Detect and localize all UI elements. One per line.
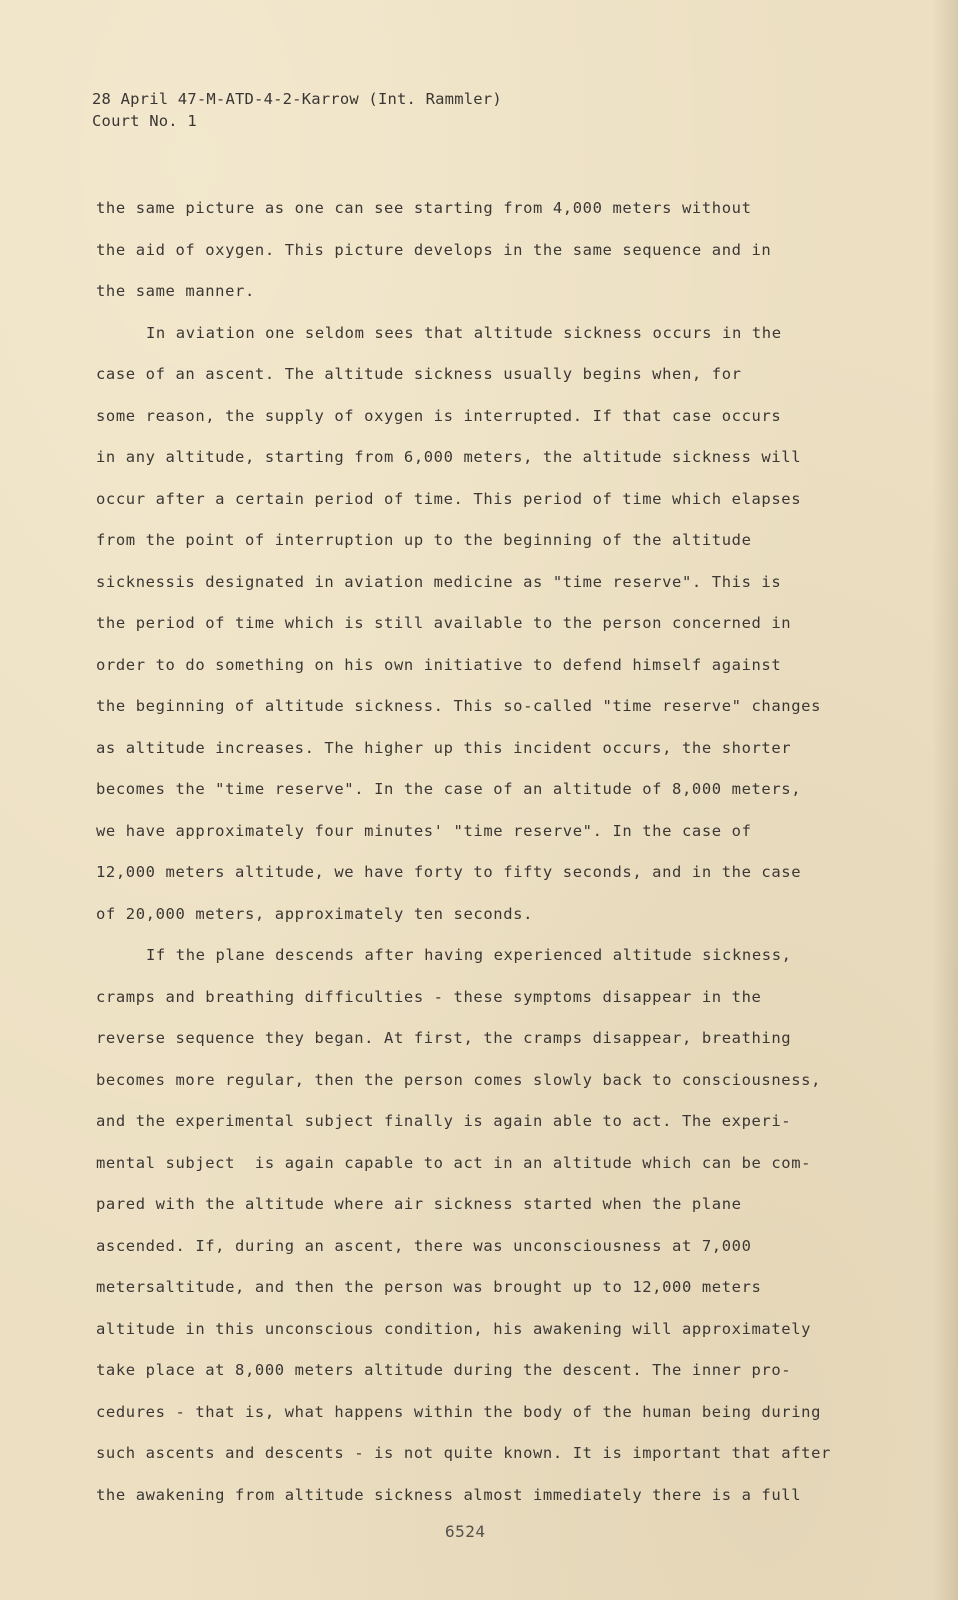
text-line: sicknessis designated in aviation medicine as "time reserve". This is [96, 572, 782, 591]
text-line: 12,000 meters altitude, we have forty to fifty seconds, and in the case [96, 863, 802, 881]
page-edge-shadow [932, 0, 958, 1600]
text-line: becomes the "time reserve". In the case of an altitude of 8,000 meters, [96, 780, 802, 798]
text-line: from the point of interruption up to the beginning of the altitude [96, 531, 752, 549]
page-number: 6524 [445, 1522, 486, 1541]
text-line: as altitude increases. The higher up this incident occurs, the shorter [96, 738, 792, 757]
text-line: the period of time which is still available to the person concerned in [96, 614, 792, 632]
text-line: the aid of oxygen. This picture develops in the same sequence and in [96, 240, 772, 259]
document-header [92, 88, 792, 132]
text-line: some reason, the supply of oxygen is interrupted. If that case occurs [96, 406, 782, 425]
text-line: mental subject is again capable to act in an altitude which can be com- [96, 1153, 812, 1172]
text-line: metersaltitude, and then the person was brought up to 12,000 meters [96, 1278, 762, 1296]
text-line: cedures - that is, what happens within the body of the human being during [96, 1402, 822, 1421]
text-line: order to do something on his own initiative to defend himself against [96, 655, 782, 674]
text-line: the awakening from altitude sickness almost immediately there is a full [96, 1485, 802, 1504]
header-case-line: 28 April 47-M-ATD-4-2-Karrow (Int. Rammler) [92, 90, 502, 108]
text-line: we have approximately four minutes' "time reserve". In the case of [96, 821, 752, 840]
text-line: such ascents and descents - is not quite known. It is important that after [96, 1444, 831, 1462]
text-line: altitude in this unconscious condition, his awakening will approximately [96, 1319, 812, 1338]
text-line: pared with the altitude where air sickness started when the plane [96, 1195, 742, 1213]
transcript-body [96, 188, 896, 1516]
text-line: the same manner. [96, 282, 255, 300]
text-line: ascended. If, during an ascent, there was unconsciousness at 7,000 [96, 1236, 752, 1255]
text-line: and the experimental subject finally is again able to act. The experi- [96, 1112, 792, 1130]
paragraph-start-line: If the plane descends after having experienced altitude sickness, [146, 946, 792, 964]
text-line: cramps and breathing difficulties - these symptoms disappear in the [96, 987, 762, 1006]
header-court-line: Court No. 1 [92, 112, 197, 130]
text-line: case of an ascent. The altitude sickness usually begins when, for [96, 365, 742, 383]
text-line: becomes more regular, then the person comes slowly back to consciousness, [96, 1070, 822, 1089]
text-line: take place at 8,000 meters altitude during the descent. The inner pro- [96, 1361, 792, 1379]
text-line: of 20,000 meters, approximately ten seconds. [96, 904, 533, 923]
paragraph-start-line: In aviation one seldom sees that altitude sickness occurs in the [146, 323, 782, 342]
text-line: occur after a certain period of time. This period of time which elapses [96, 489, 802, 508]
text-line: the beginning of altitude sickness. This so-called "time reserve" changes [96, 697, 822, 715]
text-line: the same picture as one can see starting from 4,000 meters without [96, 199, 752, 217]
text-line: reverse sequence they began. At first, the cramps disappear, breathing [96, 1029, 792, 1047]
text-line: in any altitude, starting from 6,000 meters, the altitude sickness will [96, 448, 802, 466]
